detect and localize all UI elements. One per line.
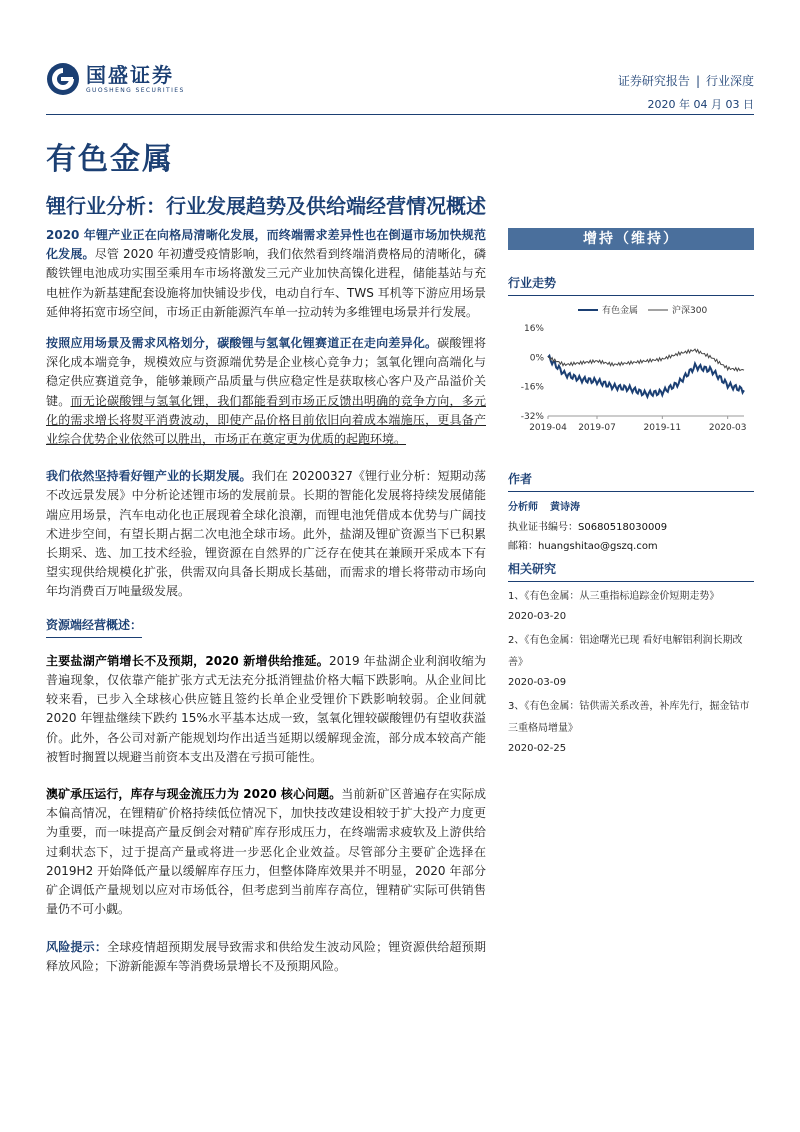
paragraph-2 [46, 334, 486, 449]
p5-lead: 澳矿承压运行，库存与现金流压力为 2020 核心问题。 [46, 787, 342, 802]
report-depth: 行业深度 [705, 74, 754, 88]
rating-badge: 增持（维持） [508, 228, 754, 250]
p2-lead: 按照应用场景及需求风格划分，碳酸锂与氢氧化锂赛道正在走向差异化。 [46, 336, 438, 351]
report-title: 锂行业分析：行业发展趋势及供给端经营情况概述 [46, 194, 486, 218]
report-date: 2020 年 04 月 03 日 [647, 98, 754, 111]
brand-logo [46, 62, 185, 96]
legend-label: 沪深300 [672, 306, 708, 316]
related-heading: 相关研究 [508, 560, 754, 582]
related-item[interactable]: 3、《有色金属：钴供需关系改善，补库先行，掘金钴市三重格局增量》 [508, 701, 750, 734]
logo-english-name: GUOSHENG SECURITIES [86, 87, 185, 94]
p2-underlined: 而无论碳酸锂与氢氧化锂，我们都能看到市场正反馈出明确的竞争方向，多元化的需求增长将熨平消费波动，即使产品价格目前依旧向着成本端施压，更具备产业综合优势企业依然可以胜出，市场正在奠定更为优质的起跑环境。 [46, 393, 486, 447]
x-tick-label: 2019-04 [529, 423, 567, 433]
sidebar [508, 228, 754, 758]
y-tick-label: -32% [520, 412, 544, 422]
y-tick-label: 16% [523, 324, 544, 334]
p2-text: 碳酸锂将深化成本端竞争，规模效应与资源端优势是企业核心竞争力；氢氧化锂向高端化与稳定供应赛道竞争，能够兼顾产品质量与供应稳定性是获取核心客户及产品溢价关键。 [46, 336, 486, 408]
related-date: 2020-03-20 [508, 611, 567, 622]
risk-text: 全球疫情超预期发展导致需求和供给发生波动风险；锂资源供给超预期释放风险；下游新能源车等消费场景增长不及预期风险。 [46, 939, 486, 973]
analyst-name: 黄诗涛 [550, 502, 580, 513]
trend-chart-svg [508, 302, 754, 442]
related-date: 2020-02-25 [508, 743, 567, 754]
x-tick-label: 2019-07 [578, 423, 616, 433]
legend-label: 有色金属 [602, 306, 639, 316]
related-list [508, 586, 754, 758]
guosheng-logo-icon [46, 62, 80, 96]
trend-chart [508, 302, 754, 442]
p1-text: 尽管 2020 年初遭受疫情影响，我们依然看到终端消费格局的清晰化，磷酸铁锂电池成功实围至乘用车市场将激发三元产业加快高镍化进程，储能基站与充电桩作为新基建配套设施将加快铺设步伐，电动自行车、TWS 耳机等下游应用场景延伸将拓宽市场空间，市场正由新能源汽车单一拉动转为多维锂电场景并行发展。 [46, 247, 486, 319]
p3-lead: 我们依然坚持看好锂产业的长期发展。 [46, 469, 252, 484]
paragraph-3 [46, 467, 486, 601]
analyst-label: 分析师 [508, 502, 538, 513]
p3-text: 我们在 20200327《锂行业分析：短期动荡不改远景发展》中分析论述锂市场的发展前景。长期的智能化发展将持续发展储能端应用场景，汽车电动化也正展现着全球化浪潮，而锂电池凭借成本优势与广阔技术进步空间，有望长期占据二次电池全球市场。此外，盐湖及锂矿资源当下已积累长期采、选、加工技术经验，锂资源在自然界的广泛存在使其在兼顾开采成本下有望实现供给规模化扩张，供需双向具备长期成长基础，而需求的增长将带动市场向年均消费百万吨量级发展。 [46, 469, 486, 599]
related-date: 2020-03-09 [508, 677, 567, 688]
industry-title: 有色金属 [46, 142, 174, 177]
related-item[interactable]: 2、《有色金属：铝途曙光已现 看好电解铝利润长期改善》 [508, 635, 743, 668]
x-tick-label: 2019-11 [643, 423, 682, 433]
analyst-line [508, 498, 754, 518]
p1-lead: 2020 年锂产业正在向格局清晰化发展，而终端需求差异性也在倒逼市场加快规范化发展。 [46, 228, 486, 262]
series-line-csi300 [548, 349, 744, 371]
risk-warning [46, 938, 486, 976]
paragraph-5 [46, 785, 486, 919]
main-column [46, 226, 486, 988]
p4-lead: 主要盐湖产销增长不及预期，2020 新增供给推延。 [46, 653, 330, 668]
license-number: 执业证书编号：S0680518030009 [508, 522, 668, 533]
report-header-info [618, 72, 754, 112]
trend-heading: 行业走势 [508, 274, 754, 296]
paragraph-1 [46, 226, 486, 322]
logo-chinese-name: 国盛证券 [86, 63, 174, 87]
y-tick-label: 0% [529, 353, 544, 364]
x-tick-label: 2020-03 [708, 423, 747, 433]
header-separator: | [695, 74, 700, 88]
y-tick-label: -16% [520, 382, 544, 393]
paragraph-4 [46, 652, 486, 767]
header-divider [46, 114, 754, 115]
risk-lead: 风险提示： [46, 939, 108, 954]
section-heading: 资源端经营概述： [46, 616, 142, 638]
analyst-email[interactable]: 邮箱：huangshitao@gszq.com [508, 541, 658, 552]
p5-text: 当前新矿区普遍存在实际成本偏高情况，在锂精矿价格持续低位情况下，加快技改建设相较于扩大投产力度更为重要，而一味提高产量反倒会对精矿库存形成压力，在终端需求疲软及上游供给过剩状态下，过于提高产量或将进一步恶化企业效益。尽管部分主要矿企选择在 2019H2 开始降低产量以缓解库存压力，但整体降库效果并不明显，2020 年部分矿企调低产量规划以应对市场低谷，但考虑到当前库存高位，锂精矿实际可供销售量仍不可小觑。 [46, 787, 486, 917]
author-heading: 作者 [508, 470, 754, 492]
related-item[interactable]: 1、《有色金属：从三重指标追踪金价短期走势》 [508, 591, 720, 602]
report-type: 证券研究报告 [617, 74, 690, 88]
p4-text: 2019 年盐湖企业利润收缩为普遍现象，仅依靠产能扩张方式无法充分抵消锂盐价格大幅下跌影响。从企业间比较来看，已步入全球核心供应链且签约长单企业受锂价下跌影响较弱。企业间就 2020 年锂盐继续下跌约 15%水平基本达成一致，氢氧化锂较碳酸锂仍有望收获溢价。此外，各公司对新产能规划均作出适当延期以缓解现金流，部分成本较高产能被暂时搁置以规避当前资本支出及潜在亏损可能性。 [46, 653, 487, 764]
